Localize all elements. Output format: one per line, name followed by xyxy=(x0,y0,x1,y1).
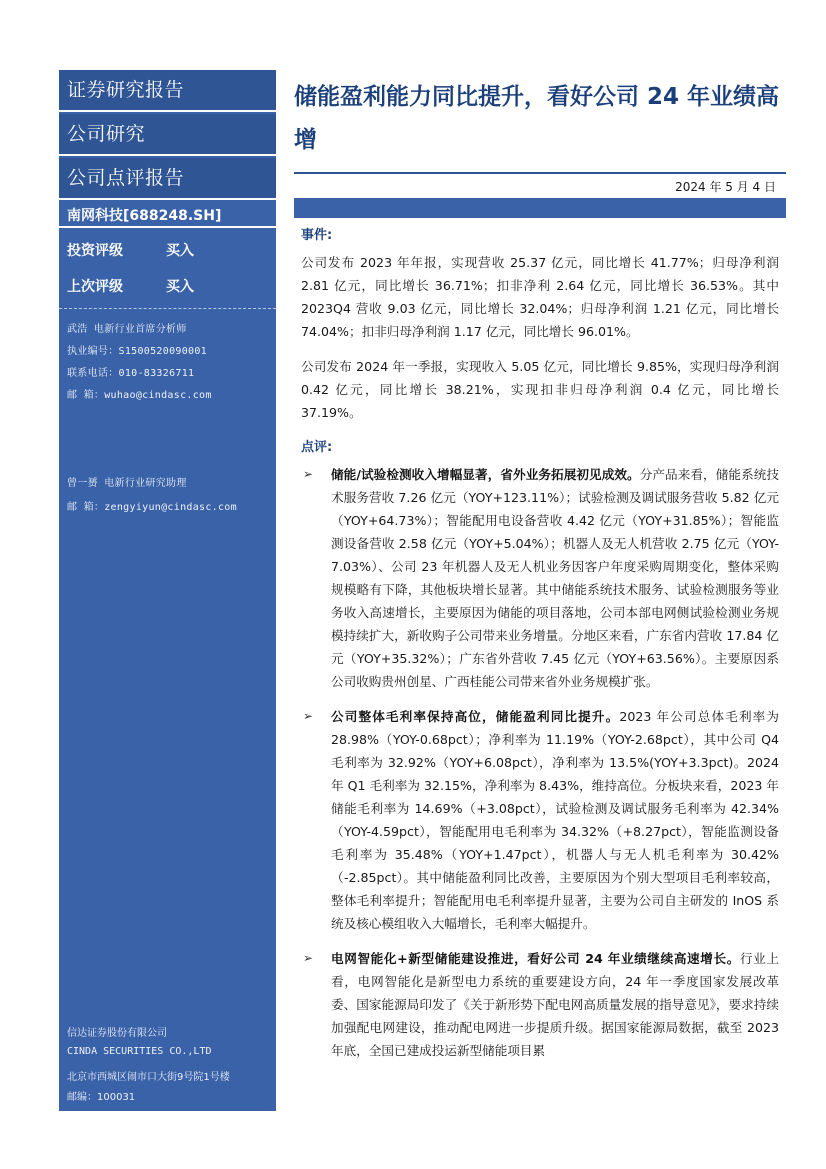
sidebar-divider xyxy=(59,154,276,156)
event-paragraph-quarterly: 公司发布 2024 年一季报，实现收入 5.05 亿元，同比增长 9.85%，实现归母净利润 0.42 亿元，同比增长 38.21%，实现扣非归母净利润 0.4 亿元，同比增长 37.19%。 xyxy=(301,359,779,420)
dashed-divider xyxy=(59,308,276,309)
rating-label: 投资评级 xyxy=(67,243,123,259)
sidebar-divider xyxy=(59,110,276,112)
comment-heading: 点评: xyxy=(301,440,333,455)
bullet-3-text: 行业上看，电网智能化是新型电力系统的重要建设方向，24 年一季度国家发展改革委、国家能源局印发了《关于新形势下配电网高质量发展的指导意见》，要求持续加强配电网建设，推动配电网进一步提质升级。据国家能源局数据，截至 2023 年底，全国已建成投运新型储能项目累 xyxy=(331,951,779,1058)
bullet-arrow-icon: ➢ xyxy=(303,467,314,481)
bullet-arrow-icon: ➢ xyxy=(303,709,314,723)
analyst1-phone: 联系电话：010-83326711 xyxy=(67,368,195,379)
analyst1-title: 武浩 电新行业首席分析师 xyxy=(67,324,187,335)
comment-bullet-2 xyxy=(301,705,779,935)
category-label: 公司研究 xyxy=(59,114,276,154)
event-paragraph-annual: 公司发布 2023 年年报，实现营收 25.37 亿元，同比增长 41.77%；归母净利润 2.81 亿元，同比增长 36.71%；扣非净利 2.64 亿元，同比增长 36.53%。其中 2023Q4 营收 9.03 亿元，同比增长 32.04%；归母净利润 1.21 亿元，同比增长 74.04%；扣非归母净利润 1.17 亿元，同比增长 96.01%。 xyxy=(301,255,779,339)
prev-rating-value: 买入 xyxy=(166,279,194,295)
firm-postcode: 邮编：100031 xyxy=(67,1092,136,1103)
sidebar xyxy=(59,70,276,1111)
sidebar-divider xyxy=(59,198,276,200)
analyst1-email: 邮 箱：wuhao@cindasc.com xyxy=(67,390,212,401)
bullet-3-lead: 电网智能化+新型储能建设推进，看好公司 24 年业绩继续高速增长。 xyxy=(331,951,740,966)
report-type-label: 证券研究报告 xyxy=(59,70,276,110)
sidebar-divider xyxy=(59,226,276,228)
event-heading: 事件: xyxy=(301,228,333,243)
main-content xyxy=(301,224,779,1074)
comment-bullet-1 xyxy=(301,463,779,693)
rating-value: 买入 xyxy=(166,243,194,259)
company-ticker: 南网科技[688248.SH] xyxy=(67,208,222,224)
analyst2-title: 曾一赟 电新行业研究助理 xyxy=(67,478,187,489)
firm-name-cn: 信达证券股份有限公司 xyxy=(67,1028,167,1039)
date-bar xyxy=(294,198,786,218)
comment-bullet-3 xyxy=(301,947,779,1062)
bullet-2-lead: 公司整体毛利率保持高位，储能盈利同比提升。 xyxy=(331,709,620,724)
firm-name-en: CINDA SECURITIES CO.,LTD xyxy=(67,1046,212,1057)
sub-category-label: 公司点评报告 xyxy=(59,158,276,198)
analyst2-email: 邮 箱：zengyiyun@cindasc.com xyxy=(67,502,237,513)
bullet-arrow-icon: ➢ xyxy=(303,951,314,965)
prev-rating-label: 上次评级 xyxy=(67,279,123,295)
analyst1-license: 执业编号：S1500520090001 xyxy=(67,346,207,357)
bullet-2-text: 2023 年公司总体毛利率为 28.98%（YOY-0.68pct）；净利率为 11.19%（YOY-2.68pct），其中公司 Q4 毛利率为 32.92%（YOY+6.08pct），净利率为 13.5%(YOY+3.3pct)。2024 年 Q1 毛利率为 32.15%，净利率为 8.43%，维持高位。分板块来看，2023 年储能毛利率为 14.69%（+3.08pct），试验检测及调试服务毛利率为 42.34%（YOY-4.59pct），智能配用电毛利率为 34.32%（+8.27pct），智能监测设备毛利率为 35.48%（YOY+1.47pct），机器人与无人机毛利率为 30.42%（-2.85pct）。其中储能盈利同比改善，主要原因为个别大型项目毛利率较高，整体毛利率提升；智能配用电毛利率提升显著，主要为公司自主研发的 InOS 系统及核心模组收入大幅增长，毛利率大幅提升。 xyxy=(331,709,779,931)
report-date: 2024 年 5 月 4 日 xyxy=(675,180,776,194)
title-divider xyxy=(294,172,786,174)
firm-address: 北京市西城区闹市口大街9号院1号楼 xyxy=(67,1072,230,1083)
bullet-1-lead: 储能/试验检测收入增幅显著，省外业务拓展初见成效。 xyxy=(331,467,640,482)
bullet-1-text: 分产品来看，储能系统技术服务营收 7.26 亿元（YOY+123.11%）；试验检测及调试服务营收 5.82 亿元（YOY+64.73%）；智能配用电设备营收 4.42 亿元（YOY+31.85%）；智能监测设备营收 2.58 亿元（YOY+5.04%）；机器人及无人机营收 2.75 亿元（YOY-7.03%）、公司 23 年机器人及无人机业务因客户年度采购周期变化，整体采购规模略有下降，其他板块增长显著。其中储能系统技术服务、试验检测服务等业务收入高速增长，主要原因为储能的项目落地，公司本部电网侧试验检测业务规模持续扩大，新收购子公司带来业务增量。分地区来看，广东省内营收 17.84 亿元（YOY+35.32%）；广东省外营收 7.45 亿元（YOY+63.56%）。主要原因系公司收购贵州创星、广西桂能公司带来省外业务规模扩张。 xyxy=(331,467,779,689)
page-title: 储能盈利能力同比提升，看好公司 24 年业绩高增 xyxy=(294,84,780,153)
